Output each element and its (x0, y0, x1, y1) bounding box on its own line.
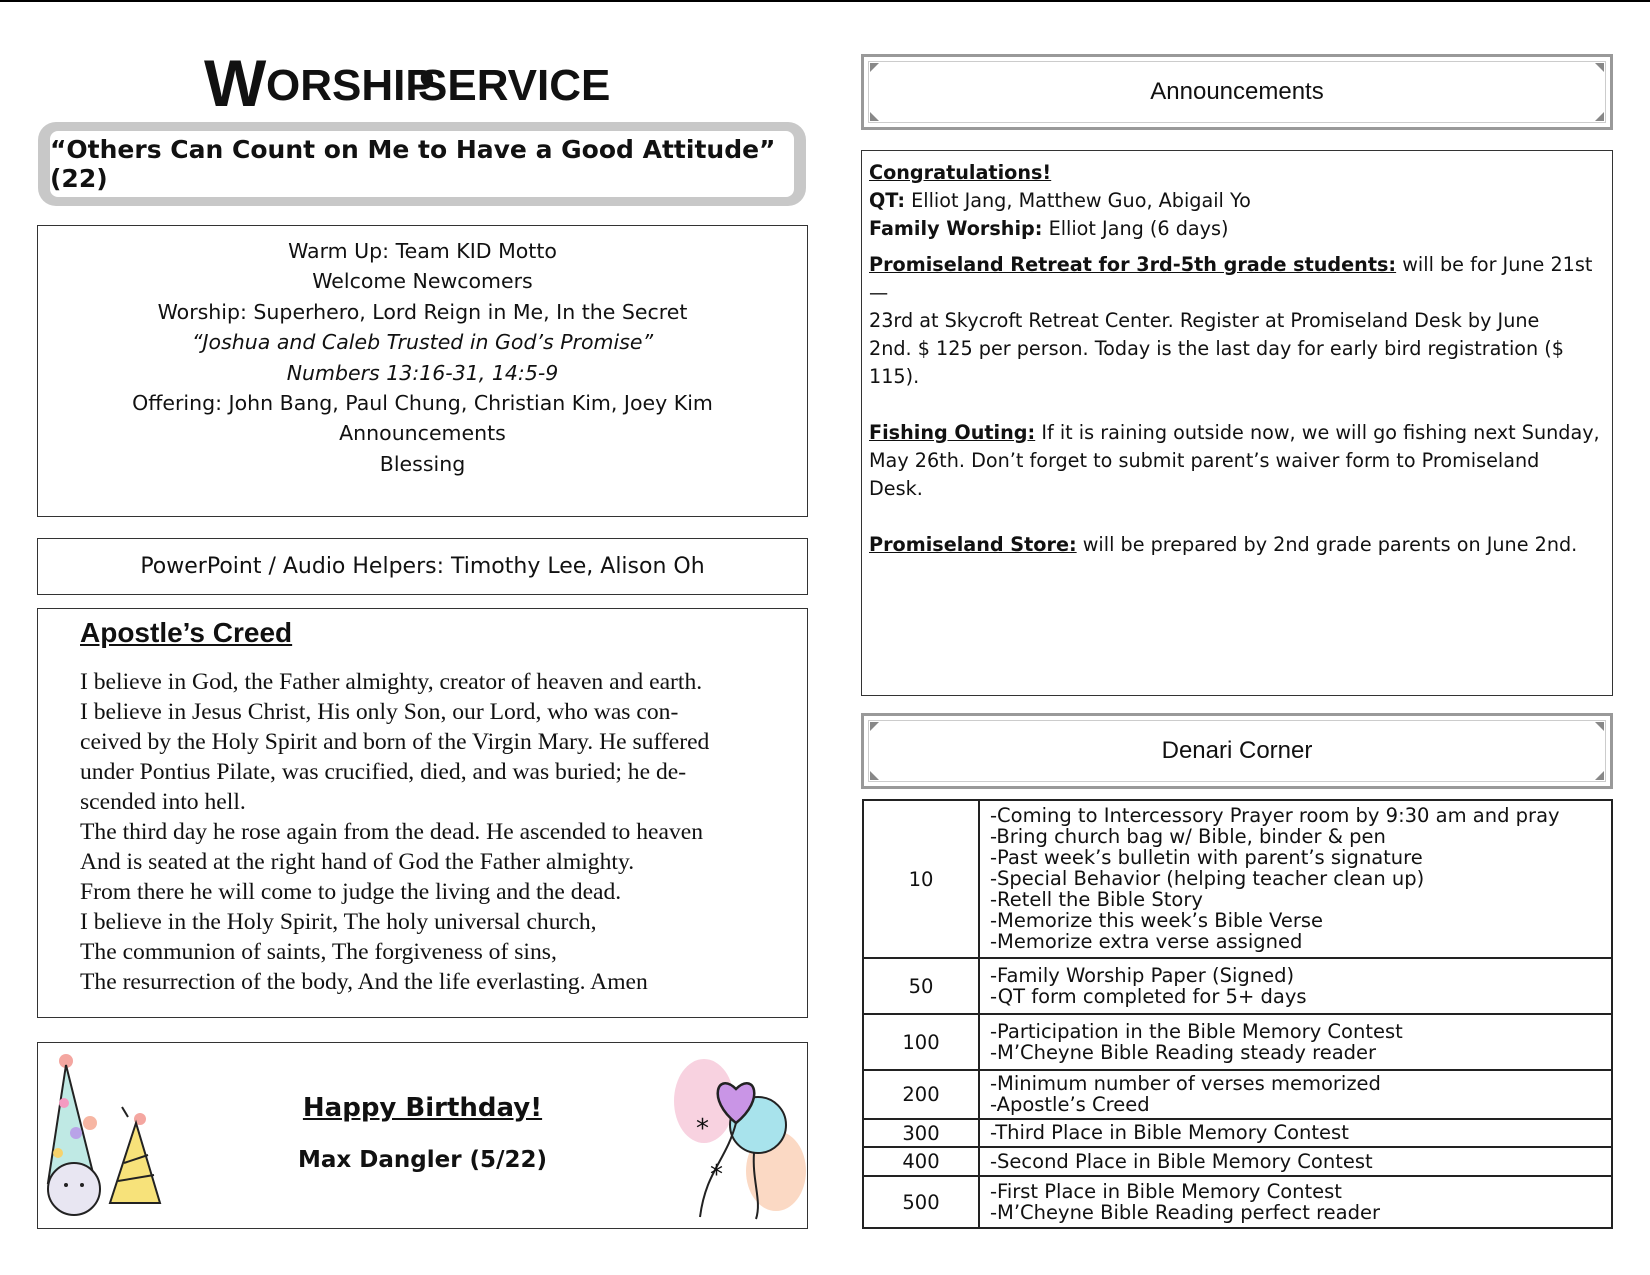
order-item: Welcome Newcomers (312, 269, 533, 294)
denari-criterion: -M’Cheyne Bible Reading steady reader (990, 1040, 1377, 1064)
denari-criterion: -Family Worship Paper (Signed) (990, 963, 1295, 987)
denari-criterion: -Retell the Bible Story (990, 888, 1203, 911)
fishing-announcement (869, 419, 1604, 503)
table-row (863, 1147, 1612, 1176)
denari-points: 10 (863, 800, 979, 958)
denari-points: 300 (863, 1119, 979, 1147)
retreat-line: 23rd at Skycroft Retreat Center. Register at Promiseland Desk by June (869, 309, 1540, 332)
denari-criterion: -Memorize extra verse assigned (990, 930, 1303, 953)
sermon-theme-box (38, 122, 806, 206)
denari-criteria (979, 1176, 1612, 1228)
denari-criteria (979, 1014, 1612, 1070)
denari-criteria (979, 1147, 1612, 1176)
denari-criterion: -Third Place in Bible Memory Contest (990, 1121, 1349, 1144)
qt-label: QT: (869, 189, 906, 212)
table-row (863, 1014, 1612, 1070)
announcements-title: Announcements (1150, 78, 1324, 105)
svg-text:*: * (696, 1114, 709, 1144)
creed-line: scended into hell. (80, 789, 246, 815)
denari-criterion: -Special Behavior (helping teacher clean up) (990, 867, 1425, 890)
order-item: Warm Up: Team KID Motto (288, 239, 557, 263)
denari-points: 500 (863, 1176, 979, 1228)
title-word-service: SERVICE (418, 61, 611, 110)
denari-criterion: -Second Place in Bible Memory Contest (990, 1149, 1373, 1173)
denari-criterion: -M’Cheyne Bible Reading perfect reader (990, 1200, 1381, 1224)
denari-banner (861, 713, 1613, 789)
denari-table (862, 799, 1613, 1229)
announcements-banner (861, 54, 1613, 130)
retreat-line: 115). (869, 365, 920, 388)
denari-criteria (979, 1119, 1612, 1147)
denari-criterion: -First Place in Bible Memory Contest (990, 1179, 1342, 1203)
family-worship-line (869, 215, 1604, 243)
announcements-box (861, 150, 1613, 696)
denari-points: 400 (863, 1147, 979, 1176)
creed-line: under Pontius Pilate, was crucified, died, and was buried; he de- (80, 759, 687, 785)
order-item: Offering: John Bang, Paul Chung, Christian Kim, Joey Kim (132, 391, 713, 416)
worship-service-title (200, 40, 640, 120)
denari-criterion: -Past week’s bulletin with parent’s signature (990, 846, 1423, 869)
fishing-line: Desk. (869, 477, 923, 500)
balloons-icon (666, 1051, 806, 1221)
creed-line: The resurrection of the body, And the life everlasting. Amen (80, 969, 648, 995)
denari-criterion: -Minimum number of verses memorized (990, 1072, 1381, 1095)
order-item: Worship: Superhero, Lord Reign in Me, In the Secret (157, 299, 688, 324)
creed-line: I believe in Jesus Christ, His only Son, our Lord, who was con- (80, 699, 679, 725)
creed-line: I believe in the Holy Spirit, The holy universal church, (80, 909, 597, 935)
denari-criteria (979, 1070, 1612, 1119)
creed-line: The third day he rose again from the dead. He ascended to heaven (80, 819, 704, 845)
denari-criterion: -Participation in the Bible Memory Contest (990, 1019, 1403, 1043)
store-text: will be prepared by 2nd grade parents on June 2nd. (1076, 533, 1578, 556)
order-item: Blessing (379, 451, 466, 476)
store-announcement (869, 531, 1604, 559)
party-hats-icon (44, 1053, 164, 1221)
denari-points: 50 (863, 958, 979, 1014)
sermon-title: “Joshua and Caleb Trusted in God’s Promise” (191, 330, 654, 355)
birthday-name: Max Dangler (5/22) (298, 1147, 547, 1173)
birthday-title: Happy Birthday! (302, 1093, 543, 1123)
order-item: Announcements (339, 421, 506, 446)
creed-line: From there he will come to judge the living and the dead. (80, 879, 622, 905)
creed-title: Apostle’s Creed (80, 617, 293, 648)
creed-line: The communion of saints, The forgiveness of sins, (80, 939, 557, 965)
helpers-text: PowerPoint / Audio Helpers: Timothy Lee, Alison Oh (140, 554, 705, 579)
sermon-theme: “Others Can Count on Me to Have a Good Attitude” (22) (50, 131, 794, 197)
denari-criterion: -Memorize this week’s Bible Verse (990, 909, 1324, 932)
creed-line: I believe in God, the Father almighty, creator of heaven and earth. (80, 669, 703, 695)
denari-points: 200 (863, 1070, 979, 1119)
creed-line: ceived by the Holy Spirit and born of the Virgin Mary. He suffered (80, 729, 710, 755)
title-letter-w: W (204, 46, 267, 120)
table-row (863, 1070, 1612, 1119)
qt-names: Elliot Jang, Matthew Guo, Abigail Yo (905, 189, 1251, 212)
denari-criterion: -Apostle’s Creed (990, 1093, 1150, 1116)
denari-criteria (979, 958, 1612, 1014)
store-heading: Promiseland Store: (869, 533, 1077, 556)
retreat-announcement (869, 251, 1604, 391)
denari-points: 100 (863, 1014, 979, 1070)
svg-text:*: * (710, 1160, 723, 1190)
retreat-heading: Promiseland Retreat for 3rd-5th grade students: (869, 253, 1397, 276)
table-row (863, 958, 1612, 1014)
top-rule (0, 0, 1650, 2)
congrats-heading: Congratulations! (869, 161, 1052, 184)
table-row (863, 1119, 1612, 1147)
qt-line (869, 187, 1604, 215)
family-worship-names: Elliot Jang (6 days) (1042, 217, 1229, 240)
title-word-orship: ORSHIP (266, 61, 435, 110)
retreat-line: 2nd. $ 125 per person. Today is the last day for early bird registration ($ (869, 337, 1564, 360)
table-row (863, 800, 1612, 958)
table-row (863, 1176, 1612, 1228)
fishing-heading: Fishing Outing: (869, 421, 1036, 444)
denari-title: Denari Corner (1161, 737, 1313, 764)
retreat-line: will be for June 21st— (869, 253, 1593, 304)
birthday-box (37, 1042, 808, 1229)
creed-line: And is seated at the right hand of God the Father almighty. (80, 849, 635, 875)
family-worship-label: Family Worship: (869, 217, 1043, 240)
scripture-reference: Numbers 13:16-31, 14:5-9 (286, 360, 559, 385)
denari-criterion: -Coming to Intercessory Prayer room by 9:30 am and pray (990, 804, 1560, 827)
denari-criterion: -Bring church bag w/ Bible, binder & pen (990, 825, 1386, 848)
order-of-service (37, 225, 808, 517)
fishing-line: May 26th. Don’t forget to submit parent’s waiver form to Promiseland (869, 449, 1540, 472)
fishing-line: If it is raining outside now, we will go fishing next Sunday, (1035, 421, 1600, 444)
helpers-box (37, 538, 808, 595)
creed-text (80, 667, 787, 997)
denari-criteria (979, 800, 1612, 958)
apostles-creed-box (37, 608, 808, 1018)
denari-criterion: -QT form completed for 5+ days (990, 984, 1307, 1008)
